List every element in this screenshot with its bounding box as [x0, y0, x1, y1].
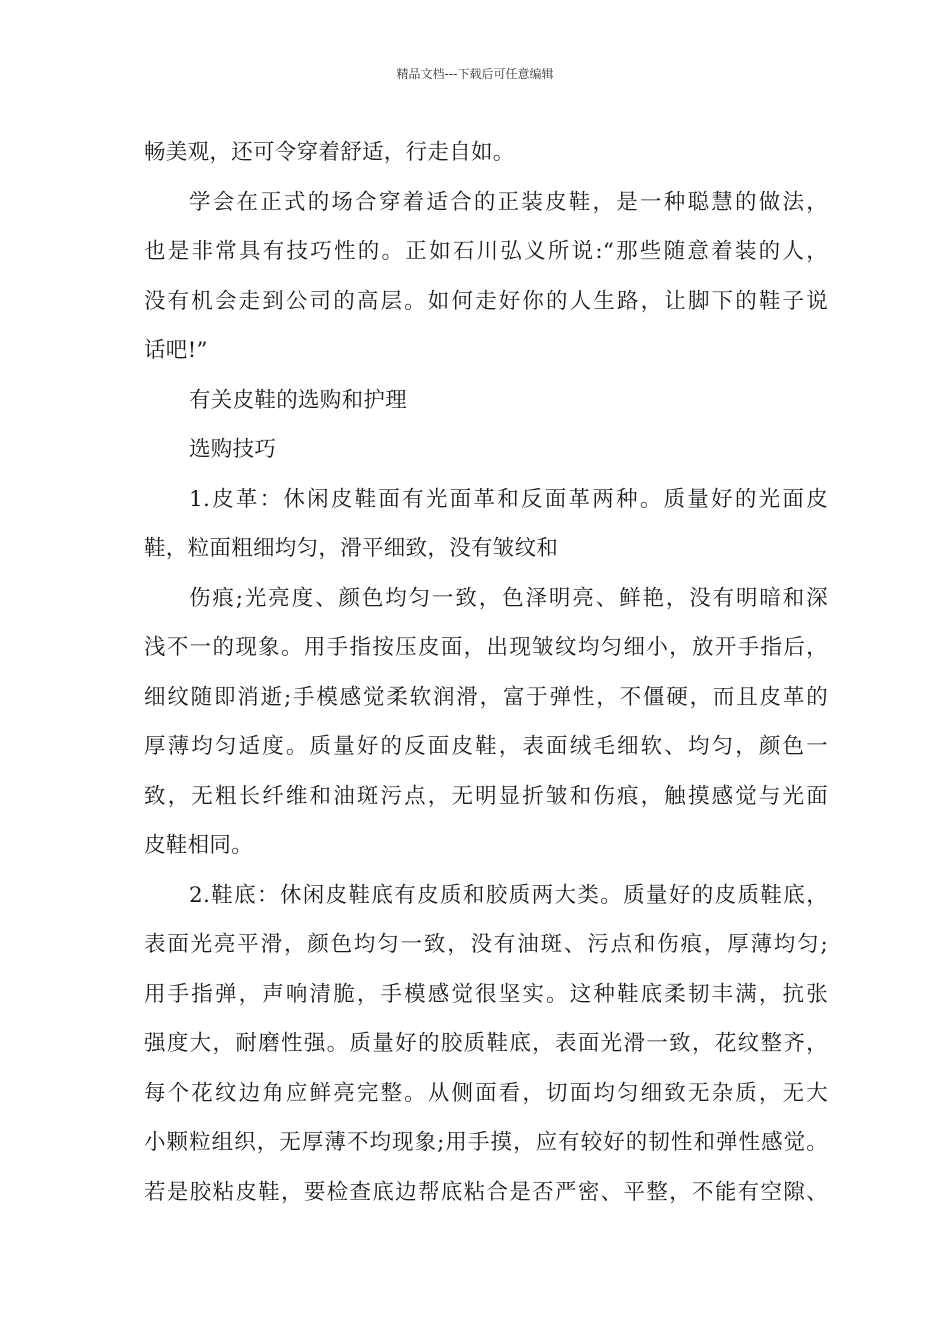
text-line: 选购技巧 — [189, 437, 277, 462]
text-line: 学会在正式的场合穿着适合的正装皮鞋，是一种聪慧的做法， — [189, 189, 828, 215]
page-header: 精品文档---下载后可任意编辑 — [396, 67, 554, 81]
text-line: 表面光亮平滑，颜色均匀一致，没有油斑、污点和伤痕，厚薄均匀; — [144, 932, 828, 957]
text-line: 每个花纹边角应鲜亮完整。从侧面看，切面均匀细致无杂质，无大 — [144, 1080, 828, 1106]
text-line: 细纹随即消逝;手模感觉柔软润滑，富于弹性，不僵硬，而且皮革的 — [144, 684, 828, 710]
text-line: 1.皮革：休闲皮鞋面有光面革和反面革两种。质量好的光面皮 — [189, 486, 828, 512]
text-line: 致，无粗长纤维和油斑污点，无明显折皱和伤痕，触摸感觉与光面 — [144, 783, 828, 809]
text-line: 伤痕;光亮度、颜色均匀一致，色泽明亮、鲜艳，没有明暗和深 — [189, 585, 828, 611]
text-line: 有关皮鞋的选购和护理 — [189, 387, 408, 413]
text-line: 畅美观，还可令穿着舒适，行走自如。 — [144, 140, 515, 165]
text-line: 话吧!” — [144, 338, 208, 363]
text-line: 小颗粒组织，无厚薄不均现象;用手摸，应有较好的韧性和弹性感觉。 — [144, 1130, 828, 1155]
text-line: 若是胶粘皮鞋，要检查底边帮底粘合是否严密、平整，不能有空隙、 — [144, 1179, 828, 1205]
text-line: 也是非常具有技巧性的。正如石川弘义所说:“那些随意着装的人， — [144, 239, 828, 264]
text-line: 强度大，耐磨性强。质量好的胶质鞋底，表面光滑一致，花纹整齐， — [144, 1031, 828, 1056]
document-body — [144, 128, 828, 1217]
text-line: 鞋，粒面粗细均匀，滑平细致，没有皱纹和 — [144, 536, 559, 561]
text-line: 2.鞋底：休闲皮鞋底有皮质和胶质两大类。质量好的皮质鞋底， — [189, 882, 828, 908]
text-line: 用手指弹，声响清脆，手模感觉很坚实。这种鞋底柔韧丰满，抗张 — [144, 981, 828, 1007]
text-line: 浅不一的现象。用手指按压皮面，出现皱纹均匀细小，放开手指后， — [144, 635, 828, 660]
text-line: 厚薄均匀适度。质量好的反面皮鞋，表面绒毛细软、均匀，颜色一 — [144, 734, 828, 759]
text-line: 没有机会走到公司的高层。如何走好你的人生路，让脚下的鞋子说 — [144, 288, 828, 314]
text-line: 皮鞋相同。 — [144, 833, 254, 858]
